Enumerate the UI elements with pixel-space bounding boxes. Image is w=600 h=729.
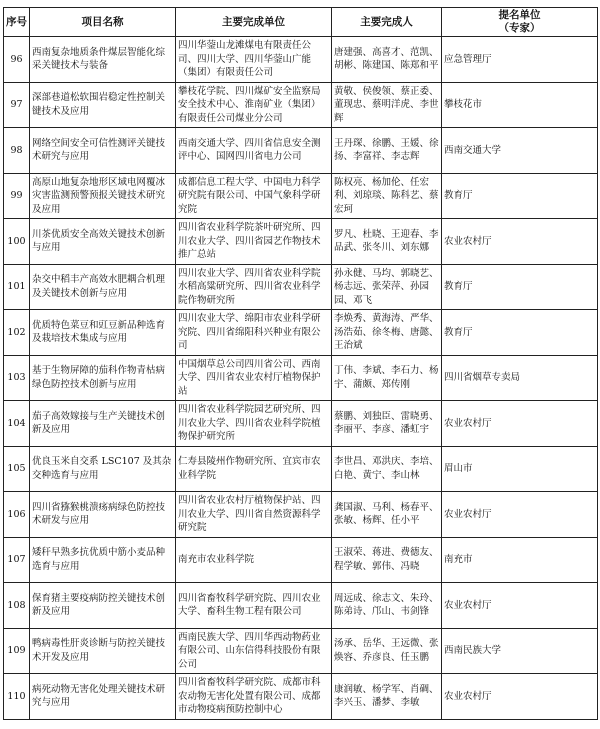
row-no: 99: [4, 173, 30, 219]
table-row: [4, 82, 598, 128]
row-no: 108: [4, 583, 30, 629]
table-row: [4, 628, 598, 674]
row-persons: 龚国淑、马利、杨春平、张敏、杨辉、任小平: [332, 492, 442, 538]
table-row: [4, 492, 598, 538]
table-row: [4, 537, 598, 583]
row-nominator: 农业农村厅: [442, 674, 598, 720]
row-persons: 康润敏、杨学军、肖碉、李兴玉、潘梦、李敏: [332, 674, 442, 720]
awards-table: [3, 7, 598, 720]
row-nominator: 农业农村厅: [442, 401, 598, 447]
row-project: 鸭病毒性肝炎诊断与防控关键技术开发及应用: [30, 628, 176, 674]
row-project: 茄子高效嫁接与生产关键技术创新及应用: [30, 401, 176, 447]
header-project: 项目名称: [30, 8, 176, 37]
table-row: [4, 446, 598, 492]
row-project: 西南复杂地质条件煤层智能化综采关键技术与装备: [30, 37, 176, 83]
row-persons: 罗凡、杜晓、王迎春、李品武、张冬川、刘东娜: [332, 219, 442, 265]
table-header-row: [4, 8, 598, 37]
row-no: 106: [4, 492, 30, 538]
row-project: 四川省猕猴桃溃疡病绿色防控技术研发与应用: [30, 492, 176, 538]
table-row: [4, 674, 598, 720]
row-persons: 王淑荣、蒋进、费德友、程学敏、郭伟、冯晓: [332, 537, 442, 583]
table-row: [4, 219, 598, 265]
header-nominator-line2: （专家）: [498, 22, 541, 34]
row-project: 优良玉米自交系 LSC107 及其杂交种选育与应用: [30, 446, 176, 492]
row-nominator: 应急管理厅: [442, 37, 598, 83]
row-persons: 丁伟、李斌、李石力、杨宇、蒲颇、郑传刚: [332, 355, 442, 401]
table-row: [4, 310, 598, 356]
table-row: [4, 401, 598, 447]
row-units: 四川华蓥山龙滩煤电有限责任公司、四川大学、四川华蓥山广能（集团）有限责任公司: [176, 37, 332, 83]
row-units: 西南民族大学、四川华西动物药业有限公司、山东信得科技股份有限公司: [176, 628, 332, 674]
row-no: 107: [4, 537, 30, 583]
row-persons: 王丹琛、徐鹏、王媛、徐扬、李富祥、李志辉: [332, 128, 442, 174]
row-persons: 陈权亮、杨加伦、任宏利、刘琼琰、陈科艺、蔡宏珂: [332, 173, 442, 219]
row-units: 四川农业大学、绵阳市农业科学研究院、四川省绵阳科兴种业有限公司: [176, 310, 332, 356]
row-nominator: 攀枝花市: [442, 82, 598, 128]
row-no: 101: [4, 264, 30, 310]
row-no: 110: [4, 674, 30, 720]
row-project: 高原山地复杂地形区域电网覆冰灾害监测预警预报关键技术研究及应用: [30, 173, 176, 219]
table-row: [4, 173, 598, 219]
table-row: [4, 264, 598, 310]
row-no: 96: [4, 37, 30, 83]
table-row: [4, 128, 598, 174]
row-no: 102: [4, 310, 30, 356]
row-persons: 周远成、徐志文、朱玲、陈弟诗、邝山、韦剑锋: [332, 583, 442, 629]
row-units: 四川省畜牧科学研究院、四川农业大学、畜科生物工程有限公司: [176, 583, 332, 629]
row-project: 矮秆早熟多抗优质中筋小麦品种选育与应用: [30, 537, 176, 583]
header-nominator: [442, 8, 598, 37]
row-no: 97: [4, 82, 30, 128]
header-units: 主要完成单位: [176, 8, 332, 37]
row-units: 南充市农业科学院: [176, 537, 332, 583]
row-project: 川茶优质安全高效关键技术创新与应用: [30, 219, 176, 265]
row-no: 100: [4, 219, 30, 265]
row-nominator: 农业农村厅: [442, 583, 598, 629]
row-nominator: 南充市: [442, 537, 598, 583]
row-units: 仁寿县陵州作物研究所、宜宾市农业科学院: [176, 446, 332, 492]
row-persons: 李世昌、邓洪庆、李培、白艳、黄宁、李山林: [332, 446, 442, 492]
row-project: 保育猪主要疫病防控关键技术创新及应用: [30, 583, 176, 629]
row-project: 深部巷道松软围岩稳定性控制关键技术及应用: [30, 82, 176, 128]
row-units: 攀枝花学院、四川煤矿安全监察局安全技术中心、淮南矿业（集团）有限责任公司煤业分公司: [176, 82, 332, 128]
table-row: [4, 37, 598, 83]
row-no: 104: [4, 401, 30, 447]
row-nominator: 教育厅: [442, 310, 598, 356]
row-units: 西南交通大学、四川省信息安全测评中心、国网四川省电力公司: [176, 128, 332, 174]
row-nominator: 四川省烟草专卖局: [442, 355, 598, 401]
header-persons: 主要完成人: [332, 8, 442, 37]
row-units: 四川省农业科学院园艺研究所、四川农业大学、四川省农业科学院植物保护研究所: [176, 401, 332, 447]
row-units: 成都信息工程大学、中国电力科学研究院有限公司、中国气象科学研究院: [176, 173, 332, 219]
row-project: 杂交中稻丰产高效水肥耦合机理及关键技术创新与应用: [30, 264, 176, 310]
row-nominator: 西南交通大学: [442, 128, 598, 174]
row-units: 中国烟草总公司四川省公司、西南大学、四川省农业农村厅植物保护站: [176, 355, 332, 401]
row-persons: 孙永健、马均、郭晓艺、杨志远、张荣萍、孙园园、邓飞: [332, 264, 442, 310]
row-no: 105: [4, 446, 30, 492]
row-project: 网络空间安全可信性测评关键技术研究与应用: [30, 128, 176, 174]
row-units: 四川省农业科学院茶叶研究所、四川农业大学、四川省园艺作物技术推广总站: [176, 219, 332, 265]
row-units: 四川省农业农村厅植物保护站、四川农业大学、四川省自然资源科学研究院: [176, 492, 332, 538]
row-no: 109: [4, 628, 30, 674]
row-persons: 黄敬、侯俊领、蔡正委、董现忠、蔡明洋虎、李世辉: [332, 82, 442, 128]
row-project: 优质特色菜豆和豇豆新品种选育及栽培技术集成与应用: [30, 310, 176, 356]
row-nominator: 眉山市: [442, 446, 598, 492]
row-nominator: 西南民族大学: [442, 628, 598, 674]
table-row: [4, 355, 598, 401]
row-project: 病死动物无害化处理关键技术研究与应用: [30, 674, 176, 720]
row-nominator: 教育厅: [442, 173, 598, 219]
row-no: 103: [4, 355, 30, 401]
row-nominator: 农业农村厅: [442, 492, 598, 538]
row-persons: 蔡鹏、刘独臣、雷晓勇、李丽平、李彦、潘虹宇: [332, 401, 442, 447]
row-nominator: 教育厅: [442, 264, 598, 310]
row-units: 四川农业大学、四川省农业科学院水稻高粱研究所、四川省农业科学院作物研究所: [176, 264, 332, 310]
row-persons: 唐建强、高喜才、范凯、胡彬、陈建国、陈郑和平: [332, 37, 442, 83]
row-units: 四川省畜牧科学研究院、成都市科农动物无害化处置有限公司、成都市动物疫病预防控制中心: [176, 674, 332, 720]
row-nominator: 农业农村厅: [442, 219, 598, 265]
header-no: 序号: [4, 8, 30, 37]
table-row: [4, 583, 598, 629]
row-project: 基于生物屏障的茄科作物青枯病绿色防控技术创新与应用: [30, 355, 176, 401]
header-nominator-line1: 提名单位: [498, 9, 541, 21]
row-no: 98: [4, 128, 30, 174]
row-persons: 李焕秀、黄海涛、严华、汤浩茹、徐冬梅、唐懿、王治斌: [332, 310, 442, 356]
row-persons: 汤承、岳华、王远微、张焕容、乔彦良、任玉鹏: [332, 628, 442, 674]
